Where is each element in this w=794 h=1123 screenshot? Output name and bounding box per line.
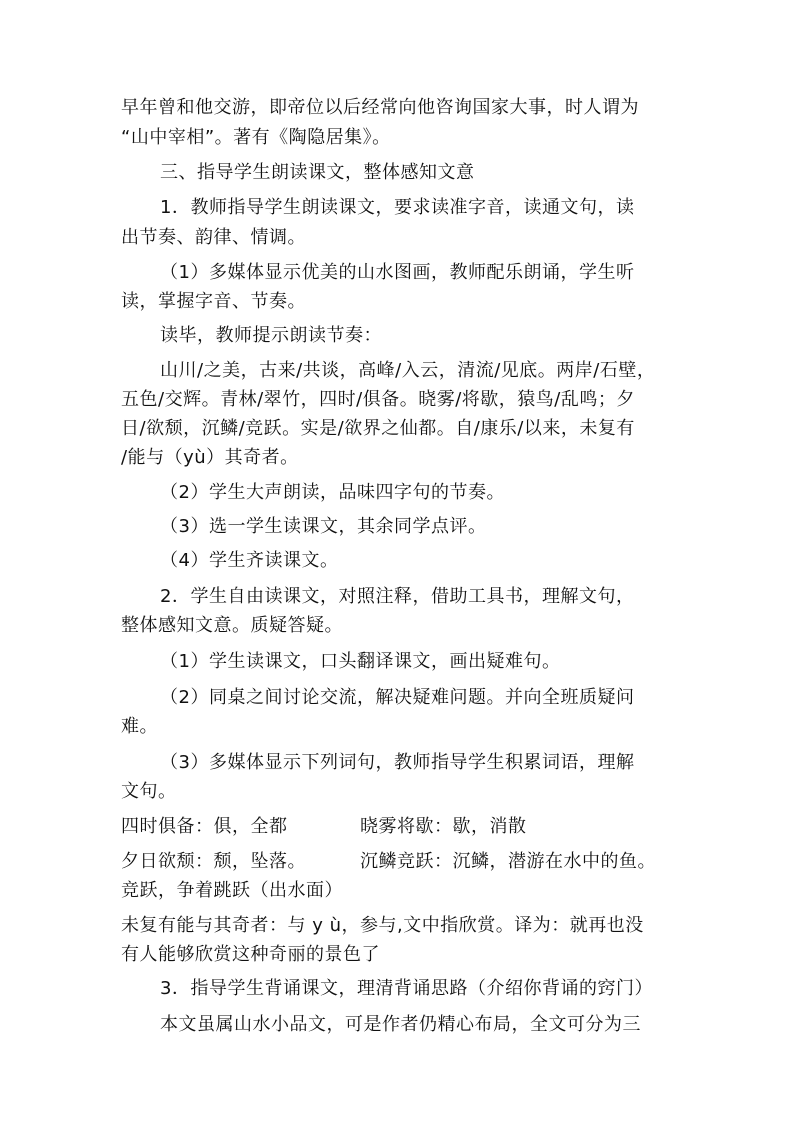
text-line: （2）学生大声朗读，品味四字句的节奏。 bbox=[160, 482, 505, 503]
text-line: （2）同桌之间讨论交流，解决疑难问题。并向全班质疑问 bbox=[160, 687, 635, 708]
section-heading: 三、指导学生朗读课文，整体感知文意 bbox=[160, 162, 475, 183]
text-line: 读毕，教师提示朗读节奏： bbox=[160, 325, 382, 346]
text-line: 1．教师指导学生朗读课文，要求读准字音，读通文句，读 bbox=[160, 197, 635, 218]
text-line: 难。 bbox=[121, 716, 158, 737]
vocab-left: 四时俱备：俱，全都 bbox=[121, 816, 288, 837]
text-line: 2．学生自由读课文，对照注释，借助工具书，理解文句， bbox=[160, 586, 635, 607]
text-line: 早年曾和他交游，即帝位以后经常向他咨询国家大事，时人谓为 bbox=[121, 97, 639, 118]
text-line: 未复有能与其奇者：与 y ù，参与,文中指欣赏。译为：就再也没 bbox=[121, 915, 644, 936]
text-line: /能与（yù）其奇者。 bbox=[121, 447, 299, 468]
text-line: 日/欲颓，沉鳞/竞跃。实是/欲界之仙都。自/康乐/以来，未复有 bbox=[121, 418, 635, 439]
text-line: 有人能够欣赏这种奇丽的景色了 bbox=[121, 944, 380, 965]
text-line: 出节奏、韵律、情调。 bbox=[121, 227, 306, 248]
text-line: 读，掌握字音、节奏。 bbox=[121, 291, 306, 312]
text-line: 本文虽属山水小品文，可是作者仍精心布局，全文可分为三 bbox=[160, 1014, 641, 1035]
vocab-left: 夕日欲颓：颓，坠落。 bbox=[121, 851, 306, 872]
text-line: （1）学生读课文，口头翻译课文，画出疑难句。 bbox=[160, 651, 561, 672]
text-line: 整体感知文意。质疑答疑。 bbox=[121, 615, 343, 636]
text-line: 文句。 bbox=[121, 781, 177, 802]
text-line: “山中宰相”。著有《陶隐居集》。 bbox=[121, 127, 391, 148]
text-line: 3．指导学生背诵课文，理清背诵思路（介绍你背诵的窍门） bbox=[160, 978, 653, 999]
text-line: （4）学生齐读课文。 bbox=[160, 550, 339, 571]
text-line: 山川/之美，古来/共谈，高峰/入云，清流/见底。两岸/石壁， bbox=[160, 360, 656, 381]
vocab-right: 沉鳞竞跃：沉鳞，潜游在水中的鱼。 bbox=[360, 851, 656, 872]
text-line: （1）多媒体显示优美的山水图画，教师配乐朗诵，学生听 bbox=[160, 262, 635, 283]
vocab-right: 晓雾将歇：歇，消散 bbox=[360, 816, 527, 837]
text-line: （3）多媒体显示下列词句，教师指导学生积累词语，理解 bbox=[160, 752, 635, 773]
text-line: （3）选一学生读课文，其余同学点评。 bbox=[160, 516, 487, 537]
text-line: 竞跃，争着跳跃（出水面） bbox=[121, 880, 343, 901]
text-line: 五色/交辉。青林/翠竹，四时/俱备。晓雾/将歇，猿鸟/乱鸣；夕 bbox=[121, 389, 635, 410]
